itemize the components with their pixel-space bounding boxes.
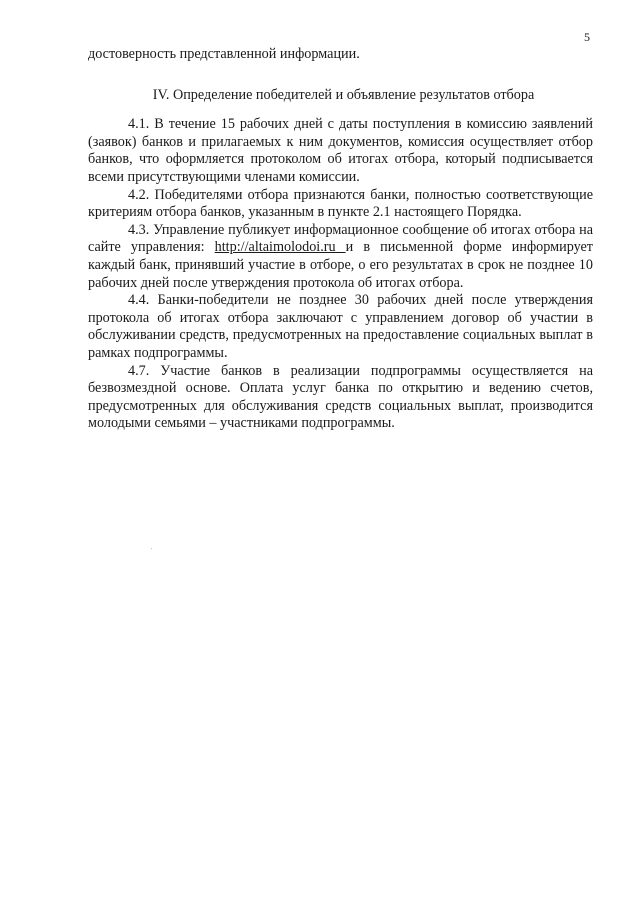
section-heading: IV. Определение победителей и объявление результатов отбора <box>152 86 535 103</box>
paragraph-4-3-rest: и в письменной форме информирует каждый банк, принявший участие в отборе, о его результатах в срок не позднее 10 рабочих дней после утверждения протокола об итогах отбора. <box>88 239 594 291</box>
paragraph-4-3-lead: 4.3. Управление публикует информационное сообщение об итогах отбора на сайте управления: <box>88 221 593 256</box>
site-link[interactable]: http://altaimolodoi.ru <box>214 239 346 256</box>
paragraph-4-7: 4.7. Участие банков в реализации подпрограммы осуществляется на безвозмездной основе. Оплата услуг банка по открытию и ведению счетов, предусмотренных для обслуживания средств социальных выплат, производится молодыми семьями – участниками подпрограммы. <box>88 362 593 432</box>
paragraph-4-4: 4.4. Банки-победители не позднее 30 рабочих дней после утверждения протокола об итогах отбора заключают с управлением договор об участии в обслуживании средств, предусмотренных на предоставление социальных выплат в рамках подпрограммы. <box>88 292 593 361</box>
document-body <box>88 46 593 433</box>
paragraph-4-3 <box>88 222 593 292</box>
scan-speck <box>151 548 152 549</box>
paragraph-4-1: 4.1. В течение 15 рабочих дней с даты поступления в комиссию заявлений (заявок) банков и прилагаемых к ним документов, комиссия осуществляет отбор банков, что оформляется протоколом об итогах отбора, который подписывается всеми присутствующими членами комиссии. <box>88 116 593 185</box>
page-number: 5 <box>584 30 590 44</box>
continued-text-line: достоверность представленной информации. <box>88 46 360 62</box>
paragraph-4-2: 4.2. Победителями отбора признаются банки, полностью соответствующие критериям отбора банков, указанным в пункте 2.1 настоящего Порядка. <box>88 186 593 221</box>
